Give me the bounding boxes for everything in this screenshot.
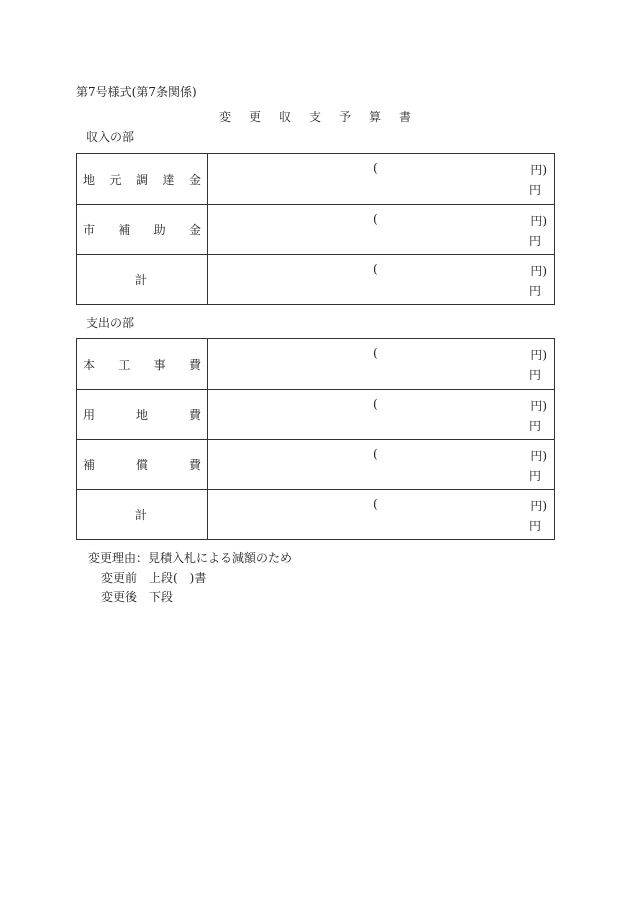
title-char: 収 xyxy=(278,110,291,124)
expense-table xyxy=(76,338,555,540)
paren-open: ( xyxy=(373,346,378,360)
item-char: 達 xyxy=(162,172,175,187)
table-row xyxy=(77,339,554,389)
amount-cell xyxy=(208,154,554,204)
item-cell xyxy=(77,390,208,439)
yen-upper: 円) xyxy=(530,264,547,278)
amount-cell xyxy=(208,339,554,389)
item-cell xyxy=(77,490,208,539)
table-row xyxy=(77,389,554,439)
table-row xyxy=(77,154,554,204)
item-char: 地 xyxy=(135,408,148,422)
change-reason: 変更理由：見積入札による減額のため xyxy=(88,551,293,565)
item-char: 金 xyxy=(188,223,201,237)
table-row xyxy=(77,439,554,489)
table-row xyxy=(77,489,554,539)
title-char: 算 xyxy=(369,110,382,124)
amount-cell xyxy=(208,490,554,539)
item-cell xyxy=(77,255,208,304)
item-char: 事 xyxy=(153,357,166,372)
paren-open: ( xyxy=(373,447,378,461)
yen-upper: 円) xyxy=(530,214,547,228)
amount-cell xyxy=(208,205,554,254)
yen-lower: 円 xyxy=(528,419,541,433)
before-change-note: 変更前 上段( )書 xyxy=(101,571,207,585)
title-char: 更 xyxy=(248,110,261,124)
yen-lower: 円 xyxy=(528,368,541,382)
item-cell xyxy=(77,339,208,389)
yen-lower: 円 xyxy=(528,183,541,197)
item-char: 費 xyxy=(188,408,201,422)
item-char: 元 xyxy=(109,172,122,187)
yen-lower: 円 xyxy=(528,519,541,533)
item-cell xyxy=(77,154,208,204)
yen-lower: 円 xyxy=(528,469,541,483)
title-char: 予 xyxy=(339,110,352,124)
paren-open: ( xyxy=(373,397,378,411)
table-row xyxy=(77,204,554,254)
paren-open: ( xyxy=(373,161,378,175)
amount-cell xyxy=(208,390,554,439)
item-char: 地 xyxy=(83,172,96,187)
paren-open: ( xyxy=(373,497,378,511)
yen-upper: 円) xyxy=(530,348,547,362)
item-char: 用 xyxy=(83,408,96,422)
title-char: 変 xyxy=(218,110,231,124)
item-char: 費 xyxy=(188,458,201,472)
item-char: 計 xyxy=(134,508,147,522)
document-title xyxy=(0,108,630,125)
income-section-label: 収入の部 xyxy=(86,130,135,144)
yen-upper: 円) xyxy=(530,399,547,413)
item-char: 本 xyxy=(83,357,96,372)
item-char: 費 xyxy=(188,357,201,372)
yen-lower: 円 xyxy=(528,284,541,298)
item-char: 金 xyxy=(188,172,201,187)
paren-open: ( xyxy=(373,262,378,276)
yen-lower: 円 xyxy=(528,234,541,248)
yen-upper: 円) xyxy=(530,499,547,513)
form-number: 第7号様式(第7条関係) xyxy=(76,85,197,99)
title-char: 支 xyxy=(308,110,321,124)
yen-upper: 円) xyxy=(530,163,547,177)
amount-cell xyxy=(208,440,554,489)
paren-open: ( xyxy=(373,212,378,226)
item-char: 償 xyxy=(135,458,148,472)
yen-upper: 円) xyxy=(530,449,547,463)
after-change-note: 変更後 下段 xyxy=(101,590,174,604)
item-cell xyxy=(77,440,208,489)
amount-cell xyxy=(208,255,554,304)
item-char: 助 xyxy=(153,223,166,237)
title-char: 書 xyxy=(399,110,412,124)
income-table xyxy=(76,153,555,305)
item-char: 計 xyxy=(134,273,147,287)
table-row xyxy=(77,254,554,304)
item-char: 補 xyxy=(83,458,96,472)
item-char: 調 xyxy=(135,172,148,187)
item-cell xyxy=(77,205,208,254)
item-char: 補 xyxy=(118,223,131,237)
expense-section-label: 支出の部 xyxy=(86,316,135,330)
item-char: 市 xyxy=(83,223,96,237)
item-char: 工 xyxy=(118,357,131,372)
